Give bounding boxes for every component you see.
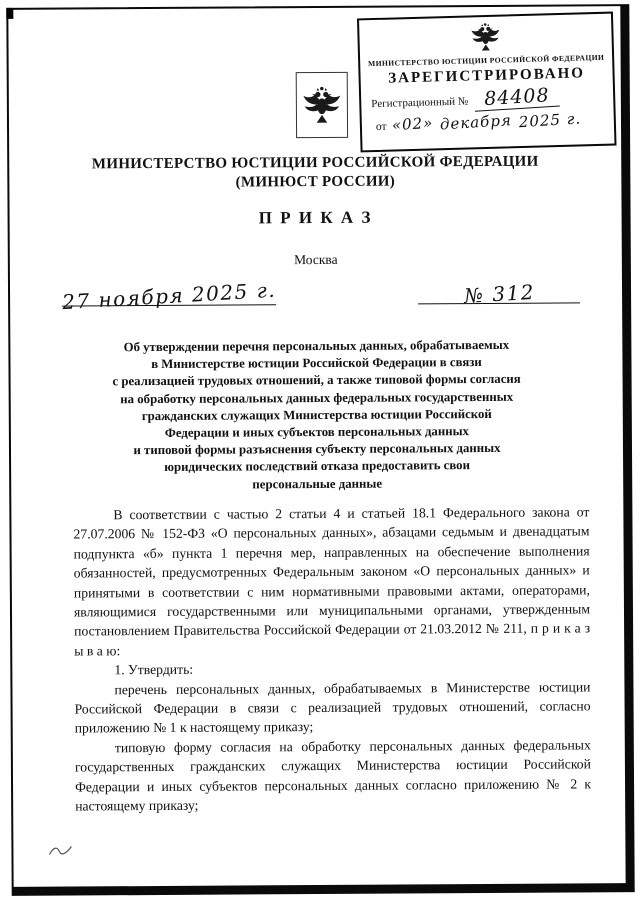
stamp-date-year: 2025 г. bbox=[518, 109, 582, 132]
document-header bbox=[9, 152, 621, 194]
body-paragraph: типовую форму согласия на обработку персональных данных федеральных государственных гражданских служащих Министерства юстиции Российской Федерации и иных субъектов персональных данных согласно приложению № 2 к настоящему приказу; bbox=[74, 737, 592, 814]
number-fill-line bbox=[418, 278, 580, 308]
body-paragraph: перечень персональных данных, обрабатываемых в Министерстве юстиции Российской Федерации в связи с реализацией трудовых отношений, согласно приложению № 1 к настоящему приказу; bbox=[74, 679, 591, 736]
stamp-registered-label: ЗАРЕГИСТРИРОВАНО bbox=[388, 65, 586, 87]
scan-artifact bbox=[6, 8, 13, 19]
coat-of-arms-icon bbox=[296, 72, 348, 138]
ministry-name: МИНИСТЕРСТВО ЮСТИЦИИ РОССИЙСКОЙ ФЕДЕРАЦИИ bbox=[91, 153, 539, 173]
body-paragraph: В соответствии с частью 2 статьи 4 и статьей 18.1 Федерального закона от 27.07.2006 № 152-ФЗ «О персональных данных», абзацами седьмым и двенадцатым подпункта «б» пункта 1 перечня мер, направленных на обеспечение выполнения обязанностей, предусмотренных Федеральным законом «О персональных данных» и принятыми в соответствии с ним нормативными правовыми актами, операторами, являющимися государственными или муниципальными органами, утвержденным постановлением Правительства Российской Федерации от 21.03.2012 № 211, п р и к а з ы в а ю: bbox=[73, 504, 591, 659]
stamp-date-prefix: от bbox=[375, 120, 387, 133]
stamp-ministry-name: МИНИСТЕРСТВО ЮСТИЦИИ РОССИЙСКОЙ ФЕДЕРАЦИИ bbox=[367, 52, 605, 69]
ministry-short-name: (МИНЮСТ РОССИИ) bbox=[235, 173, 396, 191]
order-body bbox=[73, 502, 591, 816]
registration-stamp bbox=[357, 12, 617, 153]
coat-of-arms-icon bbox=[359, 18, 612, 59]
stamp-date-line bbox=[362, 110, 614, 135]
order-title: Об утверждении перечня персональных данных, обрабатываемых в Министерстве юстиции Российской Федерации в связи с реализацией трудовых отношений, а также типовой формы согласия на обработку персональных данных федеральных государственных гражданских служащих Министерства юстиции Российской Федерации и иных субъектов персональных данных и типовой формы разъяснения субъекту персональных данных юридических последствий отказа предоставить свои персональные данные bbox=[112, 337, 521, 492]
stamp-registration-number: 84408 bbox=[474, 84, 561, 112]
document-type: П Р И К А З bbox=[258, 207, 373, 228]
date-fill-line bbox=[61, 277, 277, 315]
pen-mark bbox=[47, 843, 73, 859]
stamp-reg-label: Регистрационный № bbox=[371, 95, 469, 111]
city-label: Москва bbox=[294, 251, 338, 268]
stamp-date-day: «02» bbox=[390, 113, 434, 135]
handwritten-date: 27 ноября 2025 г. bbox=[61, 277, 277, 315]
date-number-row bbox=[61, 277, 580, 315]
page-border bbox=[6, 4, 634, 896]
handwritten-number: № 312 bbox=[462, 279, 536, 308]
body-paragraph: 1. Утвердить: bbox=[114, 662, 194, 678]
stamp-date-month: декабря bbox=[439, 111, 513, 134]
